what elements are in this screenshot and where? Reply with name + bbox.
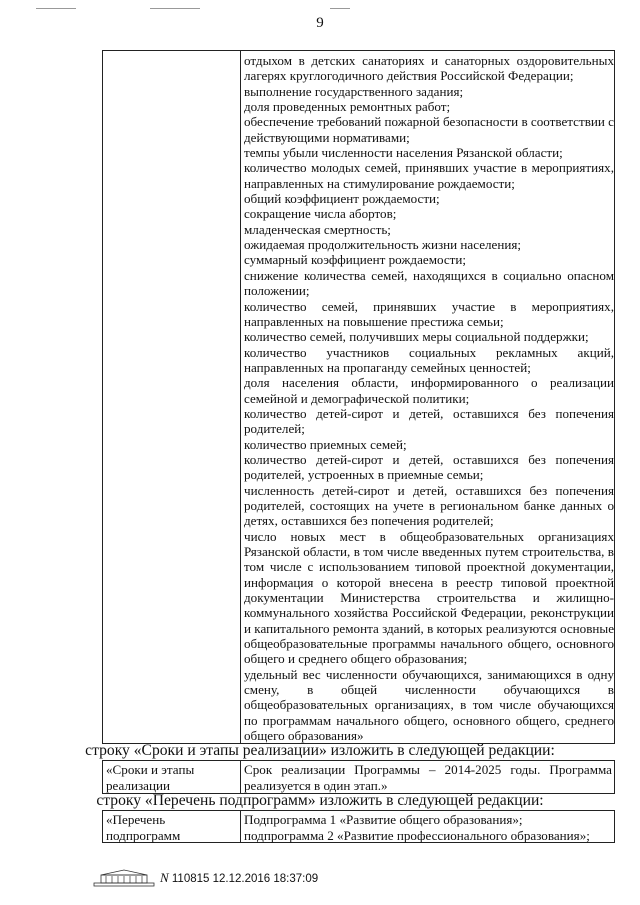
indicator-line: общеобразовательных организациях, в том числе обучающихся: [244, 697, 614, 713]
indicator-line: Рязанской области, в том числе введенных путем строительства, в: [244, 544, 614, 559]
subprograms-table: [102, 810, 615, 843]
indicator-line: документации Министерства строительства и жилищно-: [244, 590, 614, 606]
subprograms-label-line: подпрограмм: [106, 827, 181, 843]
indicator-line: число новых мест в общеобразовательных организациях: [244, 528, 614, 544]
scan-artifact: [36, 8, 76, 9]
indicator-line: отдыхом в детских санаториях и санаторных оздоровительных: [244, 53, 614, 68]
page-number: 9: [316, 15, 324, 31]
indicator-line: положении;: [244, 283, 310, 299]
indicator-line: ожидаемая продолжительность жизни населения;: [244, 237, 522, 253]
indicator-line: обеспечение требований пожарной безопасности в соответствии с: [244, 114, 614, 130]
indicator-line: количество молодых семей, принявших участие в мероприятиях,: [244, 160, 614, 176]
indicator-line: родителей, устроенных в приемные семьи;: [244, 467, 484, 483]
table-column-divider: [240, 761, 241, 793]
indicator-line: количество детей-сирот и детей, оставшихся без попечения: [244, 451, 614, 467]
terms-table: [102, 760, 615, 794]
instruction-terms: строку «Сроки и этапы реализации» изложить в следующей редакции:: [85, 742, 555, 759]
indicator-line: снижение количества семей, находящихся в социально опасном: [244, 267, 614, 283]
indicator-line: родителей;: [244, 421, 305, 437]
indicator-line: суммарный коэффициент рождаемости;: [244, 252, 467, 268]
indicator-line: смену, в общей численности обучающихся в: [244, 682, 614, 698]
indicator-line: информация о которой внесена в реестр типовой проектной: [244, 574, 614, 590]
indicator-line: сокращение числа абортов;: [244, 206, 397, 222]
indicators-table: [102, 50, 615, 744]
indicator-line: количество приемных семей;: [244, 436, 407, 452]
registration-mark: N: [160, 870, 169, 885]
terms-label-line: «Сроки и этапы: [106, 762, 195, 777]
instruction-subprograms: строку «Перечень подпрограмм» изложить в следующей редакции:: [96, 792, 544, 809]
terms-value-line: Срок реализации Программы – 2014-2025 годы. Программа: [244, 762, 612, 777]
terms-value: [244, 762, 612, 793]
indicator-line: и капитального ремонта зданий, в которых реализуются основные: [244, 620, 614, 636]
indicator-line: детях, оставшихся без попечения родителей;: [244, 513, 494, 529]
indicator-line: выполнение государственного задания;: [244, 83, 464, 99]
subprograms-label: [106, 812, 234, 843]
indicator-line: семейной и демографической политики;: [244, 390, 470, 406]
indicator-line: направленных на пропаганду семейных ценностей;: [244, 359, 531, 375]
table-column-divider: [240, 811, 241, 842]
indicator-line: родителей, состоящих на учете в региональном банке данных о: [244, 497, 614, 513]
subprograms-value: [244, 812, 612, 843]
indicator-line: темпы убыли численности населения Рязанской области;: [244, 145, 563, 161]
scan-artifact: [330, 8, 350, 9]
indicator-line: общий коэффициент рождаемости;: [244, 191, 440, 207]
indicators-list: [244, 53, 614, 743]
indicator-line: коммунального хозяйства Российской Федерации, реконструкции: [244, 605, 614, 621]
indicator-line: численность детей-сирот и детей, оставшихся без попечения: [244, 482, 614, 498]
table-column-divider: [240, 51, 241, 743]
subprograms-label-line: «Перечень: [106, 812, 166, 827]
terms-label: [106, 762, 234, 793]
terms-value-line: реализуется в один этап.»: [244, 777, 388, 793]
indicator-line: действующими нормативами;: [244, 129, 410, 145]
indicator-line: количество детей-сирот и детей, оставшихся без попечения: [244, 405, 614, 421]
indicator-line: лагерях круглогодичного действия Российской Федерации;: [244, 68, 574, 84]
registration-datetime: 12.12.2016 18:37:09: [212, 873, 319, 885]
indicator-line: младенческая смертность;: [244, 221, 391, 237]
indicator-line: направленных на повышение престижа семьи;: [244, 313, 504, 329]
indicator-line: направленных на стимулирование рождаемости;: [244, 175, 515, 191]
government-building-stamp-icon: [93, 868, 155, 887]
subprograms-value-line: подпрограмма 2 «Развитие профессионального образования»;: [244, 827, 590, 843]
registration-number: 110815: [171, 873, 210, 885]
indicator-line: доля проведенных ремонтных работ;: [244, 99, 451, 115]
scan-artifact: [150, 8, 200, 9]
indicator-line: том числе с использованием типовой проектной документации,: [244, 559, 614, 575]
terms-label-line: реализации: [106, 777, 170, 793]
indicator-line: удельный вес численности обучающихся, занимающихся в одну: [244, 666, 614, 682]
indicator-line: общего и среднего общего образования;: [244, 651, 468, 667]
indicator-line: доля населения области, информированного о реализации: [244, 375, 614, 391]
indicator-line: количество семей, принявших участие в мероприятиях,: [244, 298, 614, 314]
subprograms-value-line: Подпрограмма 1 «Развитие общего образования»;: [244, 812, 523, 827]
indicator-line: количество семей, получивших меры социальной поддержки;: [244, 329, 589, 345]
registration-stamp: [160, 870, 318, 886]
indicator-line: общеобразовательные программы начального общего, основного: [244, 636, 614, 652]
indicator-line: общего образования»: [244, 728, 364, 744]
indicator-line: по программам начального общего, основного общего, среднего: [244, 712, 614, 728]
indicator-line: количество участников социальных рекламных акций,: [244, 344, 614, 360]
